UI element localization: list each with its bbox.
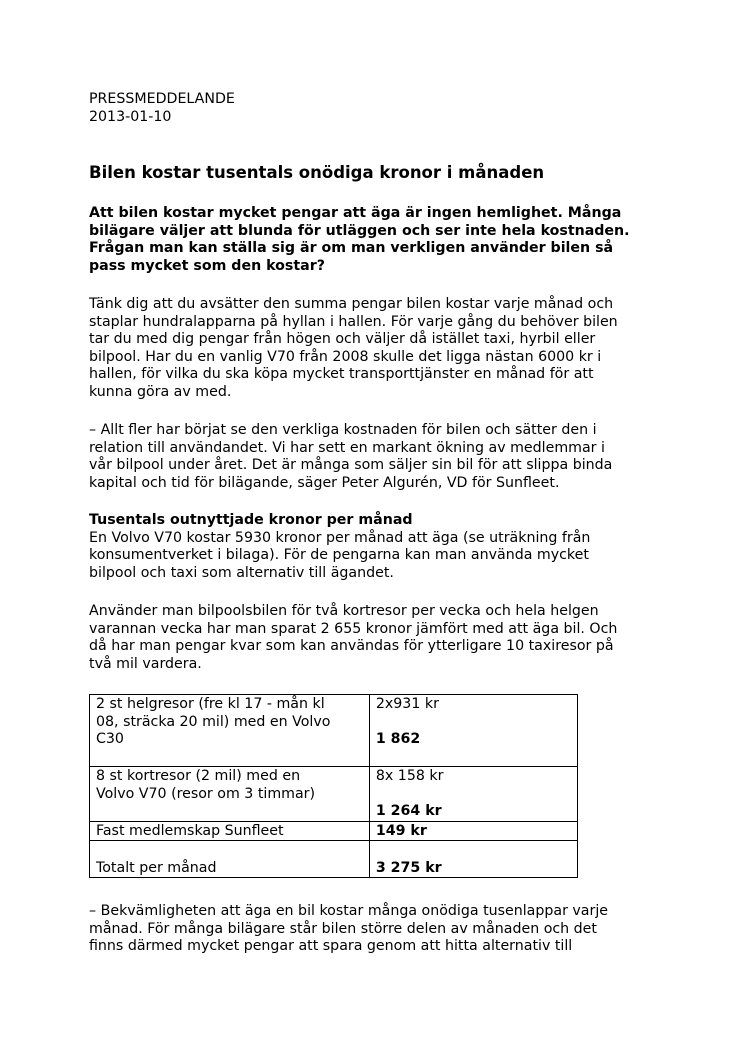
body-line: Tänk dig att du avsätter den summa pengar bilen kostar varje månad och xyxy=(89,296,614,312)
description-line: Totalt per månad xyxy=(96,859,217,876)
body-line: månad. För många bilägare står bilen större delen av månaden och det xyxy=(89,920,597,937)
press-release-header xyxy=(89,91,235,126)
body-line: Använder man bilpoolsbilen för två kortresor per vecka och hela helgen xyxy=(89,603,599,619)
description-line: 08, sträcka 20 mil) med en Volvo xyxy=(96,713,331,730)
calculation: 8x 158 kr xyxy=(375,768,444,784)
description-line: 8 st kortresor (2 mil) med en xyxy=(96,768,301,784)
quote-paragraph-2 xyxy=(89,903,608,956)
body-line: vår bilpool under året. Det är många som säljer sin bil för att slippa binda xyxy=(89,457,613,473)
section-subheading: Tusentals outnyttjade kronor per månad xyxy=(89,512,413,528)
table-cell-description xyxy=(90,821,370,841)
description-line: Fast medlemskap Sunfleet xyxy=(96,822,284,839)
body-line: varannan vecka har man sparat 2 655 kronor jämfört med att äga bil. Och xyxy=(89,620,618,637)
headline: Bilen kostar tusentals onödiga kronor i månaden xyxy=(89,163,545,182)
body-line: kapital och tid för bilägande, säger Peter Algurén, VD för Sunfleet. xyxy=(89,474,560,491)
body-line: hallen, för vilka du ska köpa mycket transporttjänster en månad för att xyxy=(89,366,594,382)
calculation: 2x931 kr xyxy=(375,696,439,712)
body-line: kunna göra av med. xyxy=(89,383,232,400)
body-paragraph-3 xyxy=(89,603,617,673)
body-line: då har man pengar kvar som kan användas för ytterligare 10 taxiresor på xyxy=(89,638,614,654)
press-release-label: PRESSMEDDELANDE xyxy=(89,91,235,107)
body-line: En Volvo V70 kostar 5930 kronor per månad att äga (se uträkning från xyxy=(89,529,591,546)
section-cost-comparison xyxy=(89,512,590,582)
body-line: konsumentverket i bilaga). För de pengarna kan man använda mycket xyxy=(89,547,589,563)
description-line: 2 st helgresor (fre kl 17 - mån kl xyxy=(96,696,325,712)
body-line: finns därmed mycket pengar att spara genom att hitta alternativ till xyxy=(89,938,573,954)
table-cell-description xyxy=(90,695,370,767)
table-cell-amount xyxy=(369,841,577,878)
row-total: 1 862 xyxy=(375,731,421,747)
table-cell-amount xyxy=(369,767,577,822)
table-row xyxy=(90,821,578,841)
table-cell-description xyxy=(90,841,370,878)
row-total: 3 275 kr xyxy=(375,859,442,876)
body-paragraph-1 xyxy=(89,296,618,401)
lead-line: bilägare väljer att blunda för utläggen och ser inte hela kostnaden. xyxy=(89,222,630,239)
description-line: Volvo V70 (resor om 3 timmar) xyxy=(96,785,316,802)
table-cell-description xyxy=(90,767,370,822)
body-line: två mil vardera. xyxy=(89,655,202,672)
body-line: bilpool och taxi som alternativ till ägandet. xyxy=(89,564,394,581)
press-release-date: 2013-01-10 xyxy=(89,108,172,125)
body-line: – Bekvämligheten att äga en bil kostar många onödiga tusenlappar varje xyxy=(89,903,609,919)
table-cell-amount xyxy=(369,695,577,767)
body-line: staplar hundralapparna på hyllan i hallen. För varje gång du behöver bilen xyxy=(89,313,618,330)
body-line: tar du med dig pengar från högen och väljer då istället taxi, hyrbil eller xyxy=(89,331,596,347)
lead-paragraph xyxy=(89,205,630,275)
lead-line: Frågan man kan ställa sig är om man verkligen använder bilen så xyxy=(89,240,614,256)
lead-line: Att bilen kostar mycket pengar att äga är ingen hemlighet. Många xyxy=(89,205,622,221)
cost-table xyxy=(89,694,578,878)
body-line: relation till användandet. Vi har sett en markant ökning av medlemmar i xyxy=(89,439,605,456)
quote-paragraph-1 xyxy=(89,422,612,492)
table-row xyxy=(90,695,578,767)
body-line: bilpool. Har du en vanlig V70 från 2008 skulle det ligga nästan 6000 kr i xyxy=(89,348,602,365)
table-row xyxy=(90,767,578,822)
description-line: C30 xyxy=(96,731,124,747)
headline-block xyxy=(89,163,544,183)
table-row xyxy=(90,841,578,878)
row-total: 149 kr xyxy=(375,822,427,839)
lead-line: pass mycket som den kostar? xyxy=(89,257,325,274)
table-cell-amount xyxy=(369,821,577,841)
body-line: – Allt fler har börjat se den verkliga kostnaden för bilen och sätter den i xyxy=(89,422,597,438)
row-total: 1 264 kr xyxy=(375,803,442,819)
